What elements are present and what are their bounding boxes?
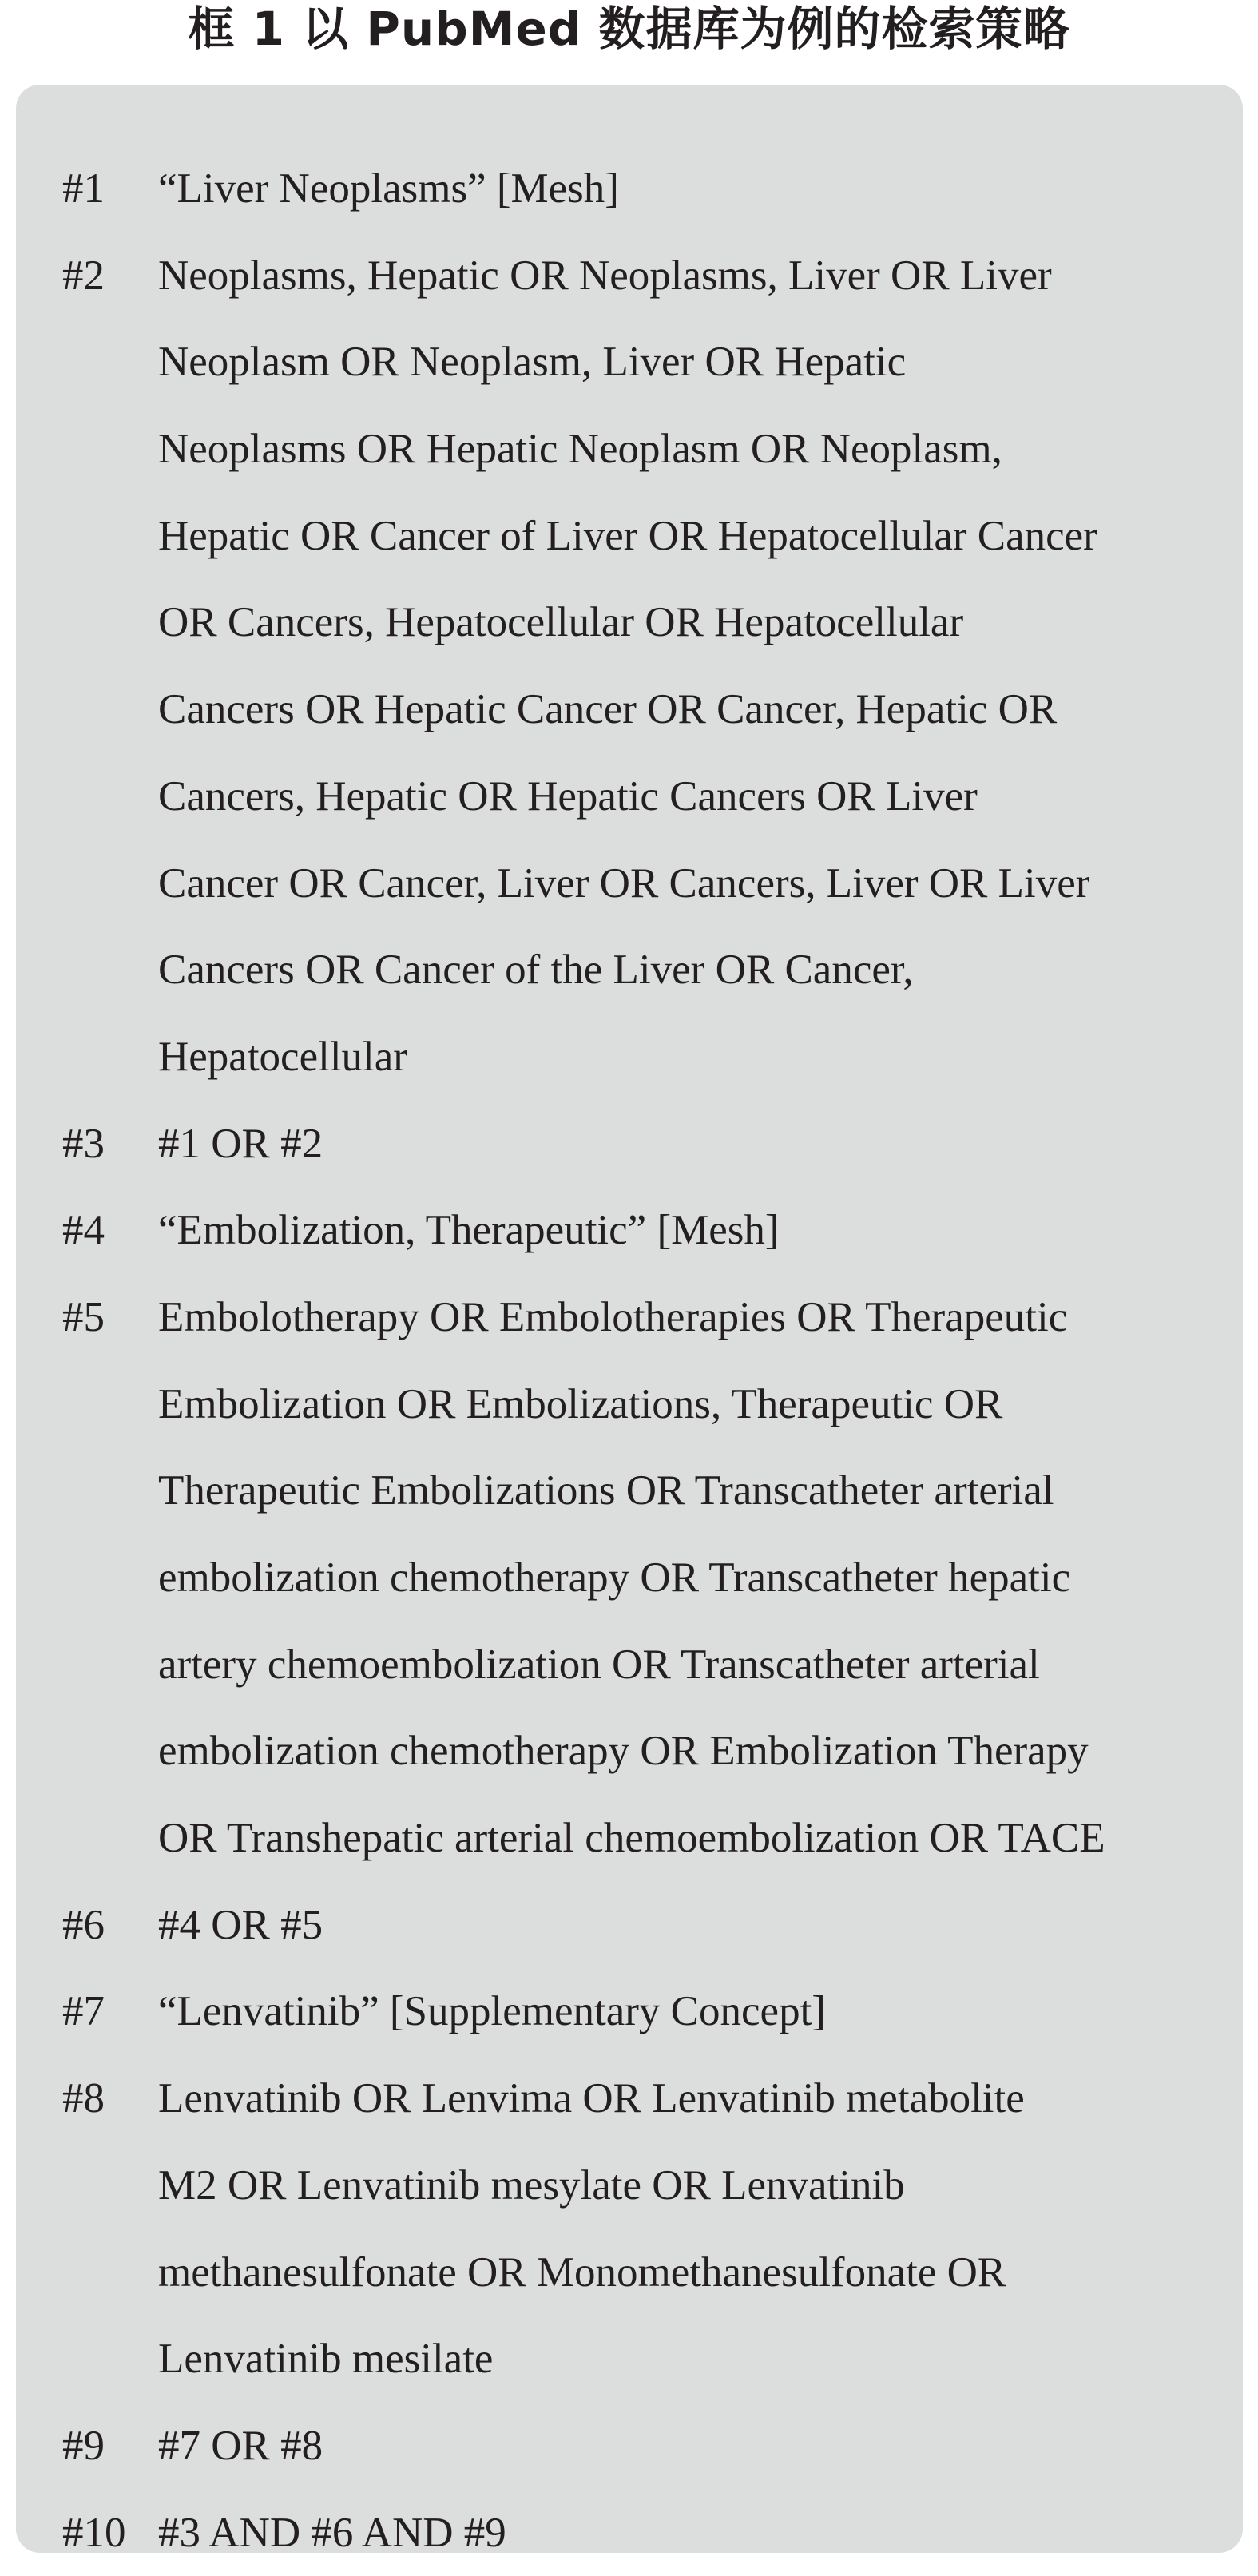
step-query-text: Hepatic OR Cancer of Liver OR Hepatocellular Cancer xyxy=(158,512,1097,559)
strategy-line xyxy=(16,2490,1243,2576)
step-query-text: M2 OR Lenvatinib mesylate OR Lenvatinib xyxy=(158,2161,905,2209)
step-query-text: methanesulfonate OR Monomethanesulfonate OR xyxy=(158,2249,1006,2296)
step-query-text: #4 OR #5 xyxy=(158,1901,323,1948)
strategy-line xyxy=(16,753,1243,840)
strategy-line xyxy=(16,2316,1243,2403)
step-query-text: embolization chemotherapy OR Transcatheter hepatic xyxy=(158,1554,1071,1601)
step-query-text: #7 OR #8 xyxy=(158,2422,323,2469)
strategy-line xyxy=(16,145,1243,232)
step-query-text: Lenvatinib mesilate xyxy=(158,2336,494,2383)
search-strategy-panel xyxy=(16,85,1243,2556)
strategy-line xyxy=(16,840,1243,927)
step-query-text: Cancers OR Hepatic Cancer OR Cancer, Hepatic OR xyxy=(158,686,1058,733)
step-number: #2 xyxy=(62,252,105,299)
step-number: #7 xyxy=(62,1988,105,2035)
step-number: #6 xyxy=(62,1901,105,1948)
step-query-text: Hepatocellular xyxy=(158,1033,407,1080)
step-number: #5 xyxy=(62,1293,105,1340)
step-query-text: Neoplasm OR Neoplasm, Liver OR Hepatic xyxy=(158,339,907,386)
strategy-line xyxy=(16,1447,1243,1534)
step-query-text: Cancers OR Cancer of the Liver OR Cancer, xyxy=(158,947,914,994)
step-number: #8 xyxy=(62,2075,105,2122)
step-number: #9 xyxy=(62,2422,105,2469)
step-query-text: OR Cancers, Hepatocellular OR Hepatocellular xyxy=(158,599,964,646)
step-query-text: Lenvatinib OR Lenvima OR Lenvatinib metabolite xyxy=(158,2075,1025,2122)
strategy-line xyxy=(16,232,1243,320)
strategy-line xyxy=(16,1621,1243,1709)
step-number: #10 xyxy=(62,2509,126,2556)
strategy-line xyxy=(16,2403,1243,2490)
step-number: #3 xyxy=(62,1120,105,1167)
step-query-text: OR Transhepatic arterial chemoembolization OR TACE xyxy=(158,1815,1105,1862)
step-query-text: Cancer OR Cancer, Liver OR Cancers, Liver OR Liver xyxy=(158,859,1090,907)
strategy-line xyxy=(16,1795,1243,1882)
step-query-text: “Liver Neoplasms” [Mesh] xyxy=(158,165,619,212)
strategy-line xyxy=(16,1708,1243,1795)
step-query-text: “Lenvatinib” [Supplementary Concept] xyxy=(158,1988,826,2035)
step-query-text: artery chemoembolization OR Transcatheter arterial xyxy=(158,1641,1040,1688)
step-query-text: Therapeutic Embolizations OR Transcatheter arterial xyxy=(158,1467,1054,1514)
step-query-text: Embolization OR Embolizations, Therapeutic OR xyxy=(158,1380,1003,1427)
step-number: #4 xyxy=(62,1207,105,1254)
step-query-text: Cancers, Hepatic OR Hepatic Cancers OR Liver xyxy=(158,772,978,820)
strategy-line xyxy=(16,927,1243,1014)
strategy-line xyxy=(16,2229,1243,2316)
step-query-text: Embolotherapy OR Embolotherapies OR Therapeutic xyxy=(158,1293,1068,1340)
strategy-line xyxy=(16,1014,1243,1101)
box-title: 框 1 以 PubMed 数据库为例的检索策略 xyxy=(188,2,1070,56)
step-query-text: Neoplasms OR Hepatic Neoplasm OR Neoplasm, xyxy=(158,426,1002,473)
step-query-text: #1 OR #2 xyxy=(158,1120,323,1167)
strategy-line xyxy=(16,2055,1243,2142)
search-strategy-lines xyxy=(16,145,1243,2576)
strategy-line xyxy=(16,1101,1243,1188)
step-query-text: Neoplasms, Hepatic OR Neoplasms, Liver OR Liver xyxy=(158,252,1052,299)
strategy-line xyxy=(16,2142,1243,2229)
step-query-text: embolization chemotherapy OR Embolization Therapy xyxy=(158,1728,1089,1775)
strategy-line xyxy=(16,579,1243,666)
strategy-line xyxy=(16,666,1243,753)
strategy-line xyxy=(16,1882,1243,1969)
strategy-line xyxy=(16,1274,1243,1361)
strategy-line xyxy=(16,1534,1243,1621)
strategy-line xyxy=(16,1968,1243,2055)
step-query-text: #3 AND #6 AND #9 xyxy=(158,2509,506,2556)
strategy-line xyxy=(16,406,1243,493)
strategy-line xyxy=(16,319,1243,406)
strategy-line xyxy=(16,1187,1243,1274)
step-query-text: “Embolization, Therapeutic” [Mesh] xyxy=(158,1207,780,1254)
step-number: #1 xyxy=(62,165,105,212)
strategy-line xyxy=(16,1361,1243,1448)
strategy-line xyxy=(16,493,1243,580)
